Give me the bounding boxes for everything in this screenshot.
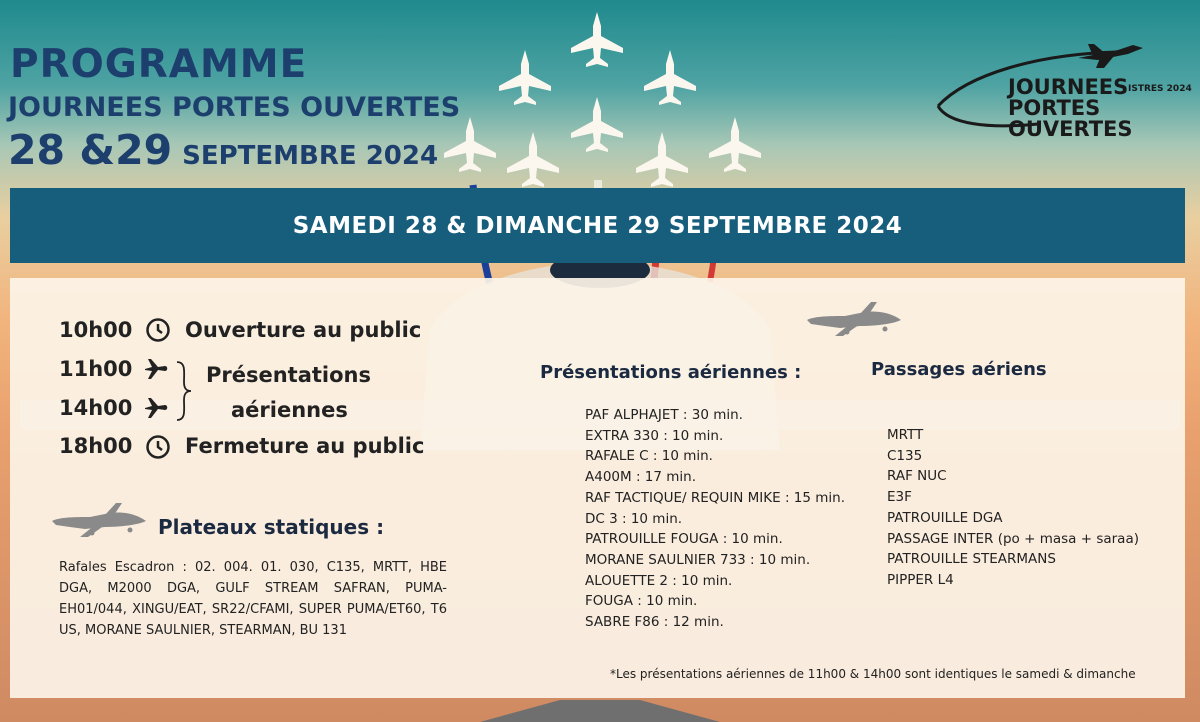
- small-plane-icon: [50, 503, 150, 539]
- page-subtitle: JOURNEES PORTES OUVERTES: [8, 92, 461, 123]
- plane-icon: [143, 357, 169, 381]
- list-item: PASSAGE INTER (po + masa + saraa): [887, 530, 1139, 547]
- event-dates: [8, 126, 438, 174]
- list-item: RAFALE C : 10 min.: [585, 448, 713, 465]
- small-plane-icon: [805, 302, 905, 338]
- list-item: EXTRA 330 : 10 min.: [585, 427, 724, 444]
- page-title: PROGRAMME: [10, 42, 308, 87]
- list-item: PATROUILLE DGA: [887, 509, 1003, 526]
- bracket-icon: [174, 360, 194, 422]
- schedule-time-3: 14h00: [59, 396, 133, 420]
- list-item: RAF TACTIQUE/ REQUIN MIKE : 15 min.: [585, 489, 846, 506]
- logo-line2: PORTES OUVERTES: [1008, 96, 1133, 141]
- list-item: PAF ALPHAJET : 30 min.: [585, 407, 743, 423]
- presentations-label-line2: aériennes: [231, 398, 348, 422]
- date-banner: SAMEDI 28 & DIMANCHE 29 SEPTEMBRE 2024: [10, 188, 1185, 263]
- logo-line1: JOURNEES: [1008, 75, 1129, 99]
- presentations-list: [585, 405, 845, 633]
- schedule-time-2: 11h00: [59, 357, 133, 381]
- footnote: *Les présentations aériennes de 11h00 & 14h00 sont identiques le samedi & dimanche: [610, 667, 1136, 681]
- schedule-time-1: 10h00: [59, 318, 133, 342]
- static-heading: Plateaux statiques :: [158, 515, 385, 539]
- passages-heading: Passages aériens: [871, 359, 1047, 380]
- list-item: MORANE SAULNIER 733 : 10 min.: [585, 551, 811, 568]
- list-item: PATROUILLE FOUGA : 10 min.: [585, 531, 783, 548]
- list-item: RAF NUC: [887, 468, 947, 485]
- event-logo: [928, 44, 1196, 141]
- list-item: FOUGA : 10 min.: [585, 593, 698, 610]
- schedule-label-opening: Ouverture au public: [185, 318, 422, 342]
- logo-subtitle: ISTRES 2024: [1128, 84, 1192, 94]
- list-item: DC 3 : 10 min.: [585, 510, 683, 527]
- passages-list: [887, 425, 1139, 591]
- presentations-label-line1: Présentations: [206, 363, 372, 387]
- list-item: PIPPER L4: [887, 571, 954, 588]
- list-item: E3F: [887, 489, 912, 506]
- presentations-heading: Présentations aériennes :: [540, 362, 802, 383]
- list-item: A400M : 17 min.: [585, 469, 696, 486]
- event-days: 28 &29: [8, 126, 173, 174]
- list-item: SABRE F86 : 12 min.: [585, 614, 724, 631]
- event-month-year: SEPTEMBRE 2024: [182, 141, 439, 171]
- schedule-time-4: 18h00: [59, 434, 133, 458]
- schedule-label-closing: Fermeture au public: [185, 434, 425, 458]
- clock-icon: [145, 434, 171, 460]
- list-item: PATROUILLE STEARMANS: [887, 551, 1056, 568]
- list-item: MRTT: [887, 427, 924, 443]
- plane-icon: [143, 396, 169, 420]
- list-item: ALOUETTE 2 : 10 min.: [585, 572, 733, 589]
- static-list: Rafales Escadron : 02. 004. 01. 030, C135, MRTT, HBE DGA, M2000 DGA, GULF STREAM SAFRAN, PUMA-EH01/044, XINGU/EAT, SR22/CFAMI, SUPER PUMA/ET60, T6 US, MORANE SAULNIER, STEARMAN, BU 131: [59, 560, 447, 638]
- clock-icon: [145, 317, 171, 343]
- list-item: C135: [887, 447, 923, 464]
